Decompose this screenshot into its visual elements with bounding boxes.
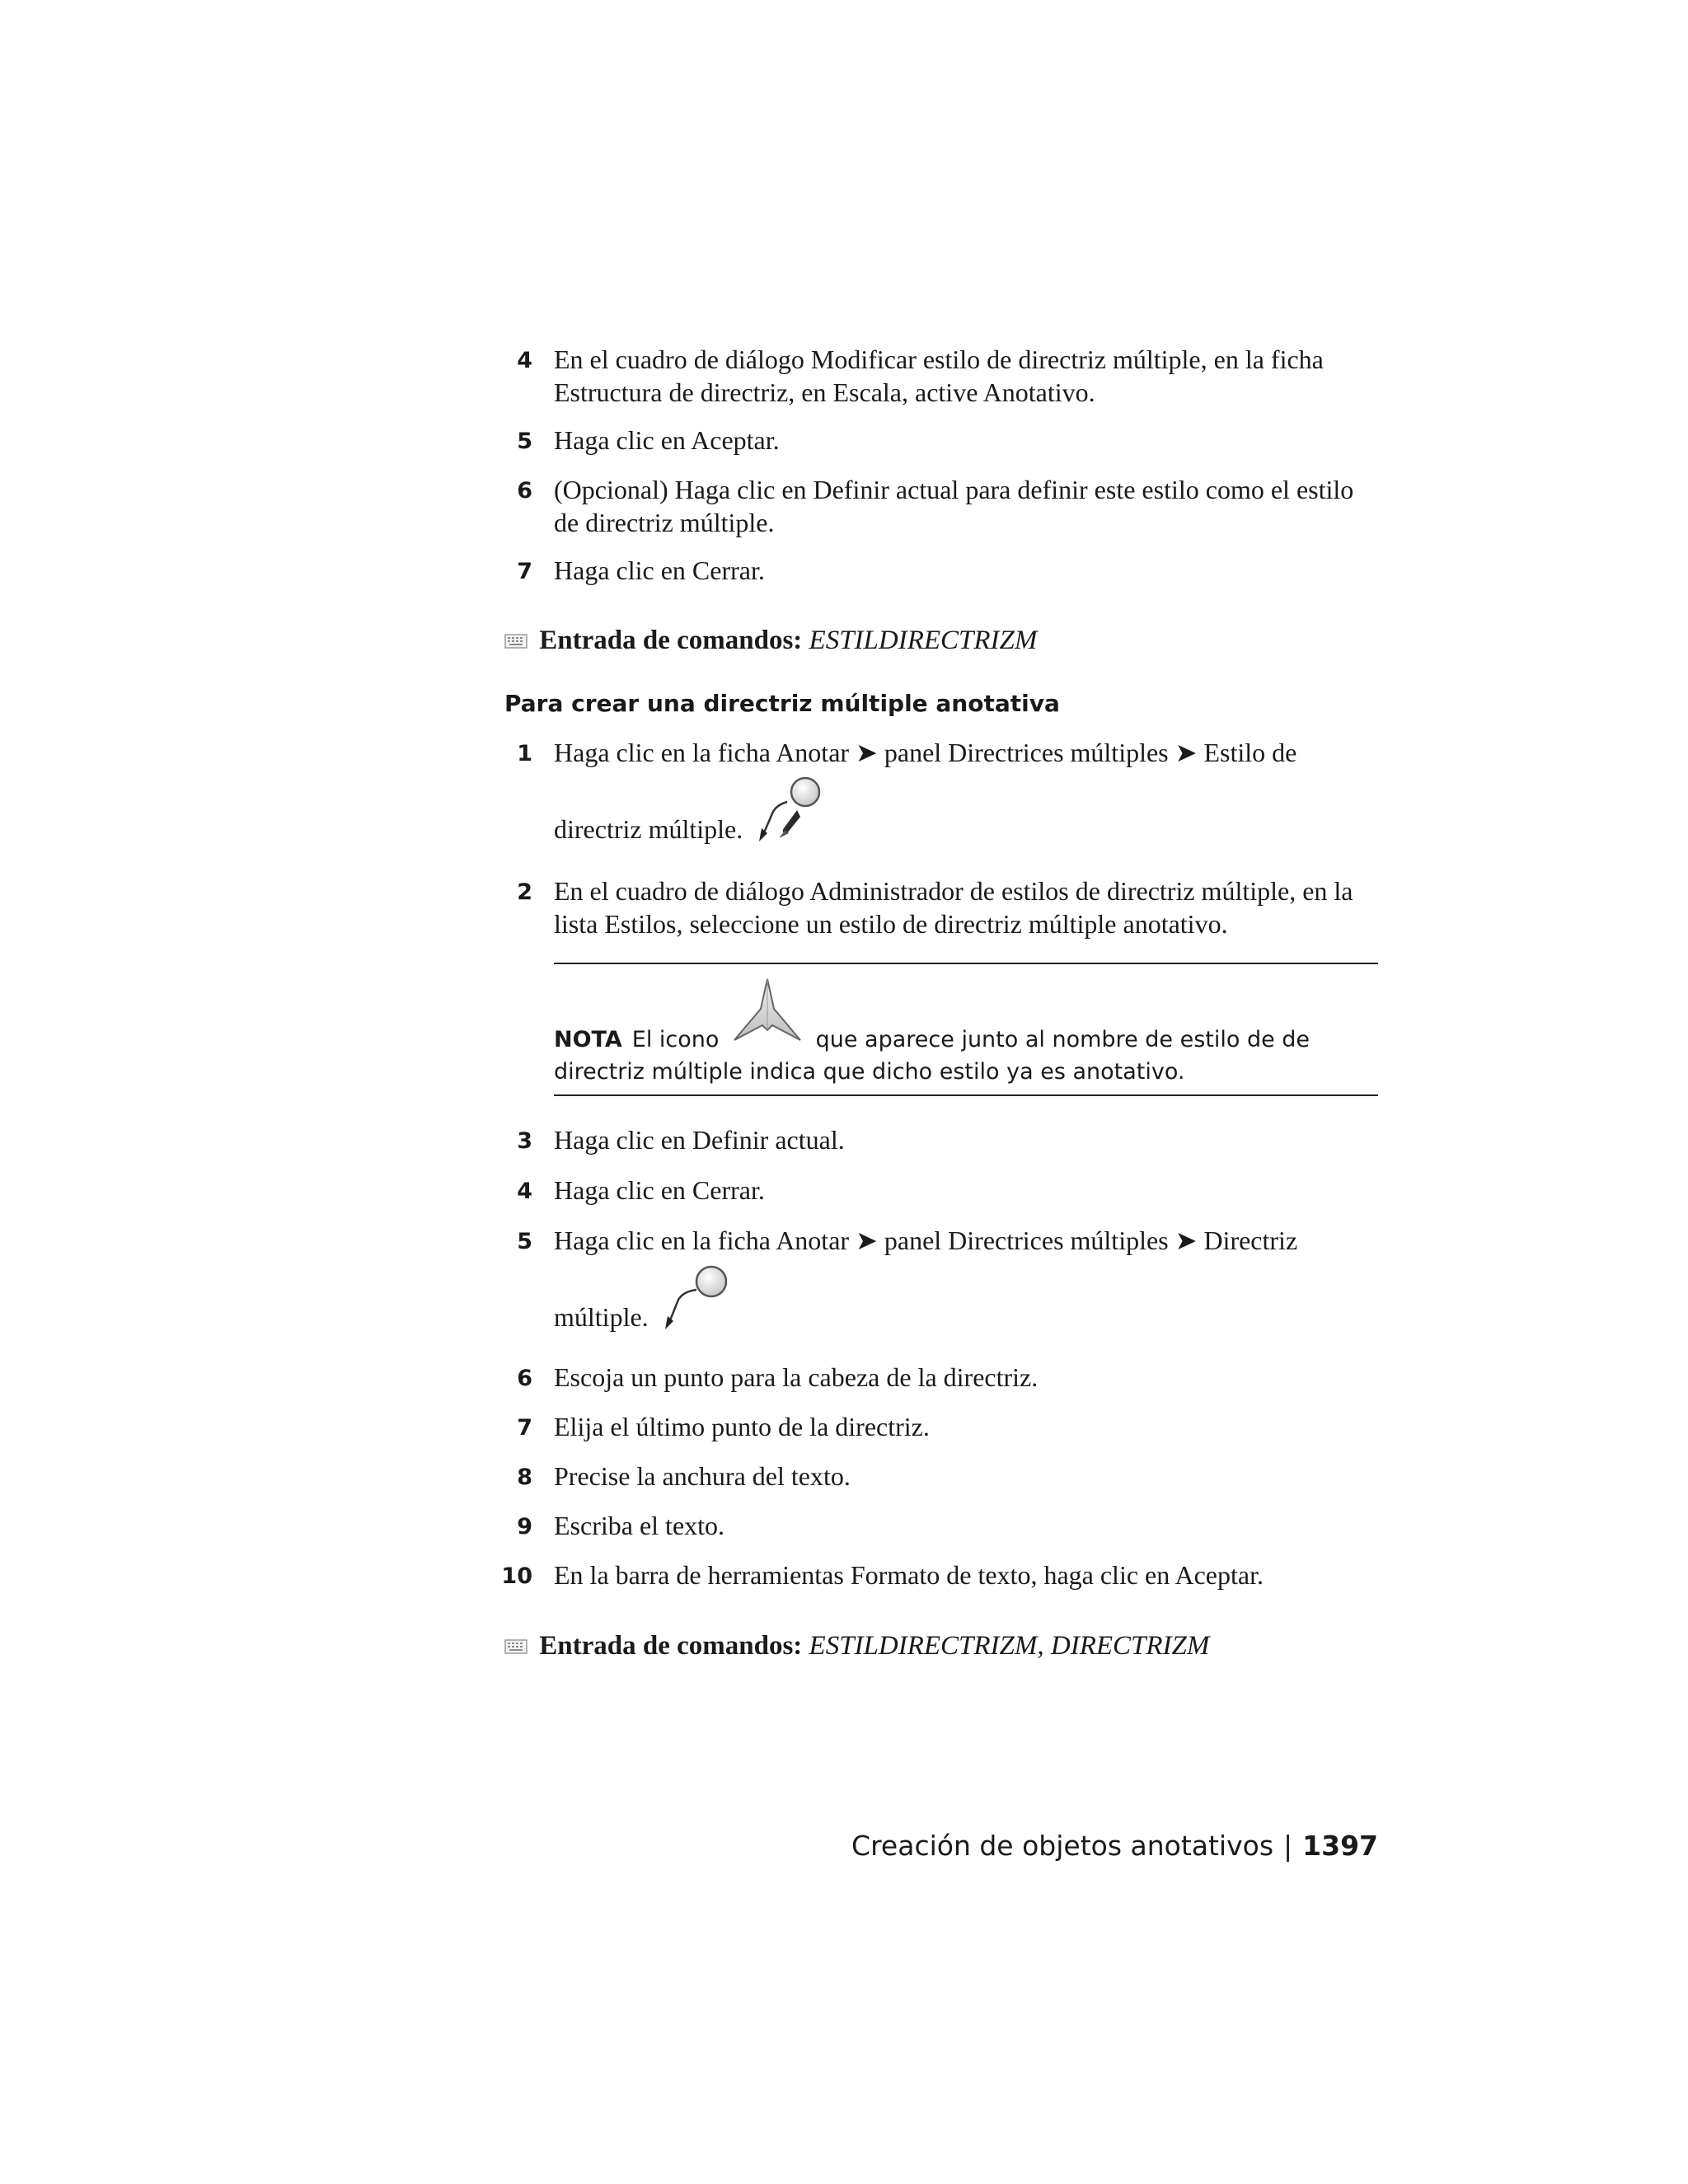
step-text: En la barra de herramientas Formato de texto, haga clic en Aceptar.: [554, 1560, 1264, 1590]
keyboard-icon: [504, 1631, 528, 1664]
step-number: 5: [517, 1229, 532, 1254]
step-item: [504, 343, 1378, 409]
note-box: [554, 972, 1378, 1088]
step-item: [504, 1509, 1378, 1542]
step-item: [504, 1460, 1378, 1493]
step-number: 8: [517, 1465, 532, 1490]
step-text: múltiple.: [554, 1302, 649, 1332]
step-item: [504, 1123, 1378, 1156]
command-entry-label: Entrada de comandos:: [539, 626, 803, 655]
step-number: 7: [517, 559, 532, 584]
step-text: Haga clic en Definir actual.: [554, 1125, 845, 1155]
section-heading: Para crear una directriz múltiple anotativa: [504, 690, 1060, 717]
command-entry: [504, 1629, 1209, 1664]
step-item: [504, 424, 1378, 457]
keyboard-icon: [504, 626, 528, 658]
page-footer: [851, 1830, 1378, 1862]
step-text: Haga clic en Cerrar.: [554, 555, 765, 585]
step-number: 1: [517, 741, 532, 766]
step-number: 7: [517, 1415, 532, 1441]
step-text: Haga clic en la ficha Anotar ➤ panel Directrices múltiples ➤ Directriz: [554, 1226, 1298, 1255]
command-name: ESTILDIRECTRIZM, DIRECTRIZM: [809, 1631, 1210, 1661]
step-item: [504, 736, 1378, 846]
page-number: 1397: [1302, 1830, 1378, 1862]
step-item: [504, 874, 1378, 940]
step-number: 2: [517, 879, 532, 905]
step-text: En el cuadro de diálogo Administrador de estilos de directriz múltiple, en la lista Estilos, seleccione un estilo de directriz múltiple anotativo.: [554, 876, 1353, 939]
step-number: 10: [501, 1563, 532, 1589]
step-text: Escriba el texto.: [554, 1511, 725, 1540]
step-item: [501, 1558, 1378, 1591]
note-text: que aparece junto al nombre de estilo de de directriz múltiple indica que dicho estilo ya es anotativo.: [554, 1027, 1311, 1085]
step-text: directriz múltiple.: [554, 814, 743, 844]
step-text: Precise la anchura del texto.: [554, 1461, 851, 1491]
step-text: En el cuadro de diálogo Modificar estilo de directriz múltiple, en la ficha Estructura de directriz, en Escala, active Anotativo.: [554, 344, 1324, 407]
annotative-icon: [731, 976, 804, 1059]
footer-separator: |: [1283, 1830, 1293, 1862]
note-bottom-rule: [554, 1094, 1378, 1096]
step-text: Haga clic en la ficha Anotar ➤ panel Directrices múltiples ➤ Estilo de: [554, 738, 1297, 767]
step-number: 6: [517, 1366, 532, 1391]
step-number: 6: [517, 478, 532, 504]
step-text: Escoja un punto para la cabeza de la directriz.: [554, 1362, 1039, 1392]
step-item: [504, 1224, 1378, 1333]
step-number: 9: [517, 1514, 532, 1540]
multileader-style-icon: [754, 774, 830, 851]
note-top-rule: [554, 963, 1378, 964]
step-item: [504, 1174, 1378, 1207]
step-number: 4: [517, 1179, 532, 1204]
step-text: Haga clic en Cerrar.: [554, 1175, 765, 1205]
step-item: [504, 554, 1378, 587]
step-number: 4: [517, 348, 532, 373]
step-text: (Opcional) Haga clic en Definir actual para definir este estilo como el estilo de directriz múltiple.: [554, 475, 1354, 537]
command-name: ESTILDIRECTRIZM: [809, 626, 1038, 655]
note-text: El icono: [631, 1027, 720, 1052]
command-entry-label: Entrada de comandos:: [539, 1631, 803, 1661]
step-item: [504, 1361, 1378, 1394]
step-item: [504, 473, 1378, 539]
step-number: 3: [517, 1128, 532, 1154]
step-item: [504, 1410, 1378, 1443]
multileader-icon: [660, 1262, 736, 1338]
step-text: Haga clic en Aceptar.: [554, 425, 780, 455]
note-label: NOTA: [554, 1027, 622, 1052]
step-text: Elija el último punto de la directriz.: [554, 1412, 930, 1441]
step-number: 5: [517, 429, 532, 454]
section-title: Creación de objetos anotativos: [851, 1830, 1274, 1862]
command-entry: [504, 624, 1037, 658]
